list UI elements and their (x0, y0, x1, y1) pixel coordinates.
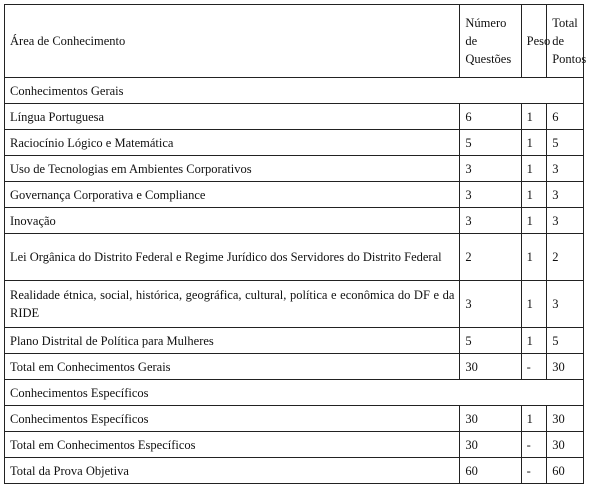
cell-total: 60 (547, 458, 584, 484)
header-peso: Peso (521, 5, 547, 78)
cell-num: 30 (460, 432, 521, 458)
cell-num: 3 (460, 156, 521, 182)
cell-peso: 1 (521, 234, 547, 281)
cell-num: 6 (460, 104, 521, 130)
cell-num: 60 (460, 458, 521, 484)
exam-points-table (4, 4, 587, 484)
cell-total: 30 (547, 432, 584, 458)
section-row-gerais (5, 78, 584, 104)
subtotal-row (5, 354, 584, 380)
table-row (5, 328, 584, 354)
subtotal-row (5, 432, 584, 458)
cell-peso: - (521, 432, 547, 458)
table-header-row (5, 5, 584, 78)
header-area: Área de Conhecimento (5, 5, 460, 78)
cell-peso: 1 (521, 328, 547, 354)
cell-area: Total da Prova Objetiva (5, 458, 460, 484)
cell-num: 3 (460, 208, 521, 234)
cell-total: 30 (547, 354, 584, 380)
cell-total: 2 (547, 234, 584, 281)
cell-num: 3 (460, 281, 521, 328)
cell-area: Plano Distrital de Política para Mulheres (5, 328, 460, 354)
cell-peso: 1 (521, 281, 547, 328)
cell-peso: 1 (521, 104, 547, 130)
cell-total: 6 (547, 104, 584, 130)
cell-total: 3 (547, 208, 584, 234)
exam-table-container (4, 4, 587, 484)
cell-area: Realidade étnica, social, histórica, geográfica, cultural, política e econômica do DF e da RIDE (5, 281, 460, 328)
table-row (5, 208, 584, 234)
cell-peso: 1 (521, 182, 547, 208)
cell-area: Governança Corporativa e Compliance (5, 182, 460, 208)
header-num-questoes: Número de Questões (460, 5, 521, 78)
cell-area: Raciocínio Lógico e Matemática (5, 130, 460, 156)
cell-peso: 1 (521, 406, 547, 432)
section-title: Conhecimentos Específicos (5, 380, 584, 406)
cell-num: 30 (460, 354, 521, 380)
cell-total: 5 (547, 130, 584, 156)
cell-peso: 1 (521, 156, 547, 182)
section-title: Conhecimentos Gerais (5, 78, 584, 104)
section-row-especificos (5, 380, 584, 406)
cell-total: 3 (547, 281, 584, 328)
table-row (5, 130, 584, 156)
cell-area: Total em Conhecimentos Específicos (5, 432, 460, 458)
cell-peso: 1 (521, 130, 547, 156)
table-row (5, 182, 584, 208)
grand-total-row (5, 458, 584, 484)
cell-area: Uso de Tecnologias em Ambientes Corporativos (5, 156, 460, 182)
cell-total: 3 (547, 156, 584, 182)
cell-num: 5 (460, 328, 521, 354)
cell-area: Lei Orgânica do Distrito Federal e Regime Jurídico dos Servidores do Distrito Federal (5, 234, 460, 281)
cell-num: 30 (460, 406, 521, 432)
table-row (5, 234, 584, 281)
cell-num: 5 (460, 130, 521, 156)
table-row (5, 281, 584, 328)
table-row (5, 156, 584, 182)
cell-num: 2 (460, 234, 521, 281)
cell-peso: - (521, 458, 547, 484)
cell-peso: - (521, 354, 547, 380)
table-row (5, 104, 584, 130)
table-row (5, 406, 584, 432)
cell-total: 5 (547, 328, 584, 354)
cell-peso: 1 (521, 208, 547, 234)
cell-area: Total em Conhecimentos Gerais (5, 354, 460, 380)
cell-area: Língua Portuguesa (5, 104, 460, 130)
cell-total: 30 (547, 406, 584, 432)
cell-num: 3 (460, 182, 521, 208)
cell-area: Conhecimentos Específicos (5, 406, 460, 432)
header-total-pontos: Total de Pontos (547, 5, 584, 78)
cell-area: Inovação (5, 208, 460, 234)
cell-total: 3 (547, 182, 584, 208)
